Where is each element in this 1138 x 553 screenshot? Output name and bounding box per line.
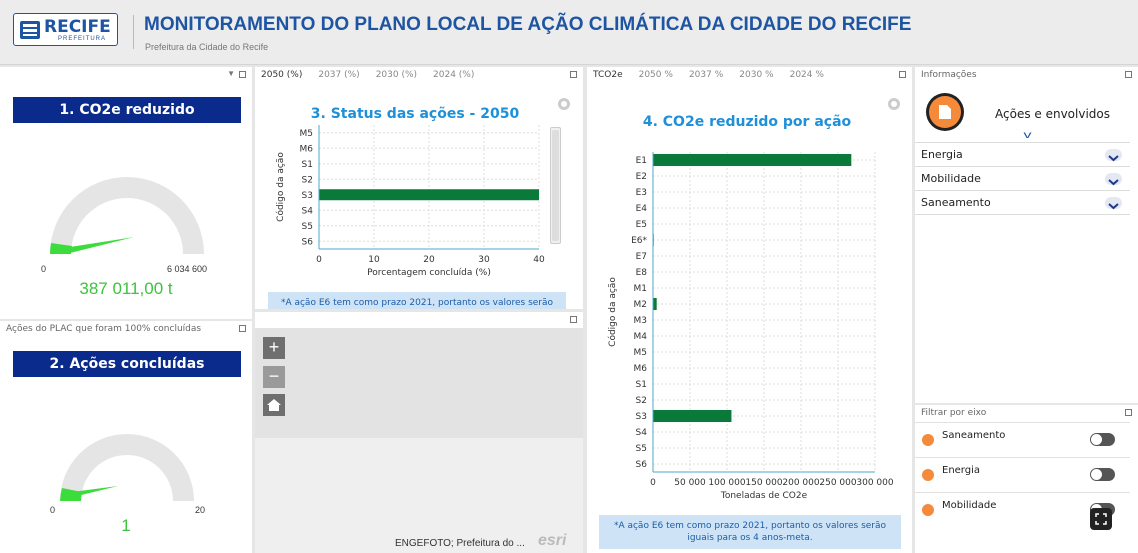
y-tick-label: M2 — [633, 300, 647, 310]
tab-2037[interactable]: 2037 (%) — [318, 70, 360, 80]
filter-label: Energia — [942, 465, 980, 476]
gauge1-min: 0 — [41, 264, 47, 274]
zoom-in-button[interactable]: + — [263, 337, 285, 359]
y-tick-label: M3 — [633, 316, 647, 326]
gauge-panel-co2 — [0, 67, 252, 319]
y-tick-label: S4 — [635, 428, 647, 438]
document-icon — [938, 104, 952, 120]
status-note: *A ação E6 tem como prazo 2021, portanto os valores serão — [268, 292, 566, 309]
x-tick-label: 200 000 — [782, 478, 820, 488]
x-tick-label: 20 — [423, 255, 435, 265]
y-tick-label: S5 — [635, 444, 647, 454]
x-tick-label: 40 — [533, 255, 545, 265]
y-tick-label: M4 — [633, 332, 647, 342]
bar-S3 — [653, 410, 731, 422]
y-tick-label: S6 — [635, 460, 647, 470]
gauge2-panel-title: Ações do PLAC que foram 100% concluídas — [6, 324, 202, 334]
y-axis-label: Código da ação — [608, 277, 618, 347]
toggle-saneamento[interactable] — [1090, 433, 1115, 446]
logo-subtext: PREFEITURA — [58, 36, 107, 42]
x-tick-label: 30 — [478, 255, 490, 265]
home-icon — [266, 397, 282, 413]
maximize-icon[interactable] — [239, 325, 246, 332]
y-tick-label: E6* — [631, 236, 647, 246]
bar-S3 — [319, 189, 539, 200]
y-tick-label: S1 — [635, 380, 647, 390]
accordion-mobilidade[interactable] — [915, 166, 1130, 191]
actions-gauge — [0, 409, 252, 509]
y-tick-label: S6 — [301, 237, 313, 248]
map-canvas[interactable] — [255, 328, 583, 438]
accordion-label: Energia — [921, 148, 963, 161]
chevron-down-icon[interactable] — [1105, 149, 1122, 161]
y-tick-label: M6 — [299, 144, 313, 155]
gauge2-min: 0 — [50, 505, 56, 515]
status-chart — [255, 67, 583, 309]
chevron-down-icon[interactable]: v — [1023, 130, 1032, 141]
x-axis-label: Porcentagem concluída (%) — [367, 268, 491, 278]
map-panel — [255, 312, 583, 553]
y-tick-label: M5 — [299, 128, 313, 139]
orange-dot-icon — [922, 504, 934, 516]
bar-M2 — [653, 298, 657, 310]
accordion-energia[interactable] — [915, 142, 1130, 167]
accordion-saneamento[interactable] — [915, 190, 1130, 215]
header-divider — [133, 15, 134, 49]
orange-dot-icon — [922, 469, 934, 481]
page-title: MONITORAMENTO DO PLANO LOCAL DE AÇÃO CLIMÁTICA DA CIDADE DO RECIFE — [144, 14, 912, 35]
scrollbar-thumb[interactable] — [552, 130, 559, 241]
toggle-energia[interactable] — [1090, 468, 1115, 481]
chevron-down-icon[interactable] — [1105, 173, 1122, 185]
status-chart-panel — [255, 67, 583, 309]
co2-chart-title: 4. CO2e reduzido por ação — [642, 114, 852, 130]
accordion-label: Saneamento — [921, 196, 991, 209]
filter-panel — [915, 405, 1138, 553]
co2-note: *A ação E6 tem como prazo 2021, portanto os valores serão iguais para os 4 anos-meta. — [599, 515, 901, 549]
y-tick-label: M5 — [633, 348, 647, 358]
x-tick-label: 150 000 — [745, 478, 783, 488]
chevron-down-icon[interactable] — [1105, 197, 1122, 209]
accordion-label: Mobilidade — [921, 172, 981, 185]
filter-title: Filtrar por eixo — [921, 408, 987, 418]
gauge1-needle — [70, 237, 134, 253]
recife-logo[interactable] — [13, 13, 118, 46]
city-crest-icon — [18, 18, 42, 42]
x-tick-label: 250 000 — [819, 478, 857, 488]
gauge2-title: 2. Ações concluídas — [13, 351, 241, 377]
zoom-out-button[interactable]: − — [263, 366, 285, 388]
tab-2050[interactable]: 2050 (%) — [261, 70, 303, 80]
fullscreen-icon — [1090, 508, 1112, 530]
gauge2-max: 20 — [195, 505, 206, 515]
y-tick-label: M1 — [633, 284, 647, 294]
info-panel — [915, 67, 1138, 403]
fullscreen-button[interactable] — [1090, 508, 1112, 530]
tab-2050[interactable]: 2050 % — [638, 70, 673, 80]
y-tick-label: S2 — [301, 175, 313, 186]
y-tick-label: E3 — [635, 188, 647, 198]
y-tick-label: S1 — [301, 159, 313, 170]
map-attribution: ENGEFOTO; Prefeitura do ... — [395, 538, 525, 549]
y-tick-label: E4 — [635, 204, 647, 214]
y-tick-label: S4 — [301, 206, 313, 217]
info-title: Informações — [921, 70, 977, 80]
filter-label: Saneamento — [942, 430, 1006, 441]
status-chart-title: 3. Status das ações - 2050 — [310, 106, 520, 122]
y-tick-label: E8 — [635, 268, 647, 278]
gauge1-title: 1. CO2e reduzido — [13, 97, 241, 123]
esri-logo: esri — [538, 532, 567, 549]
tab-2030[interactable]: 2030 (%) — [375, 70, 418, 80]
filter-label: Mobilidade — [942, 500, 997, 511]
logo-text: RECIFE — [44, 17, 111, 37]
y-tick-label: E1 — [635, 156, 647, 166]
filter-saneamento[interactable] — [915, 422, 1130, 456]
y-tick-label: E7 — [635, 252, 647, 262]
home-button[interactable] — [263, 394, 285, 416]
y-tick-label: E5 — [635, 220, 647, 230]
header — [0, 0, 1138, 65]
y-tick-label: S2 — [635, 396, 647, 406]
maximize-icon[interactable] — [1125, 409, 1132, 416]
x-tick-label: 10 — [368, 255, 380, 265]
tab-2024[interactable]: 2024 % — [789, 70, 824, 80]
tab-2037[interactable]: 2037 % — [688, 70, 724, 80]
y-tick-label: M6 — [633, 364, 647, 374]
maximize-icon[interactable] — [1125, 71, 1132, 78]
y-tick-label: E2 — [635, 172, 647, 182]
map-top-bar — [255, 312, 583, 328]
document-icon-badge — [926, 93, 964, 131]
y-tick-label: S3 — [301, 190, 313, 201]
y-tick-label: S5 — [301, 221, 313, 232]
bar-E1 — [653, 154, 851, 166]
x-tick-label: 300 000 — [856, 478, 894, 488]
co2-chart — [587, 67, 912, 553]
gauge2-value: 1 — [121, 516, 131, 535]
co2-chart-panel — [587, 67, 912, 553]
y-tick-label: S3 — [635, 412, 647, 422]
maximize-icon[interactable] — [570, 316, 577, 323]
tab-tco2e[interactable]: TCO2e — [593, 70, 623, 80]
tab-2030[interactable]: 2030 % — [739, 70, 774, 80]
maximize-icon[interactable] — [239, 71, 246, 78]
filter-energia[interactable] — [915, 457, 1130, 491]
orange-dot-icon — [922, 434, 934, 446]
co2-gauge — [0, 162, 252, 282]
chart-scrollbar[interactable] — [550, 127, 561, 244]
gauge1-max: 6 034 600 — [167, 264, 208, 274]
collapse-icon[interactable]: ▼ — [227, 69, 235, 78]
x-tick-label: 0 — [316, 255, 322, 265]
x-tick-label: 0 — [650, 478, 656, 488]
y-axis-label: Código da ação — [276, 152, 286, 222]
info-heading: Ações e envolvidos — [995, 107, 1110, 121]
x-axis-label: Toneladas de CO2e — [720, 491, 808, 501]
gauge1-value: 387 011,00 t — [79, 279, 173, 298]
x-tick-label: 100 000 — [708, 478, 746, 488]
x-tick-label: 50 000 — [674, 478, 706, 488]
gauge-panel-actions — [0, 321, 252, 553]
page-subtitle: Prefeitura da Cidade do Recife — [145, 42, 269, 52]
tab-2024[interactable]: 2024 (%) — [433, 70, 475, 80]
